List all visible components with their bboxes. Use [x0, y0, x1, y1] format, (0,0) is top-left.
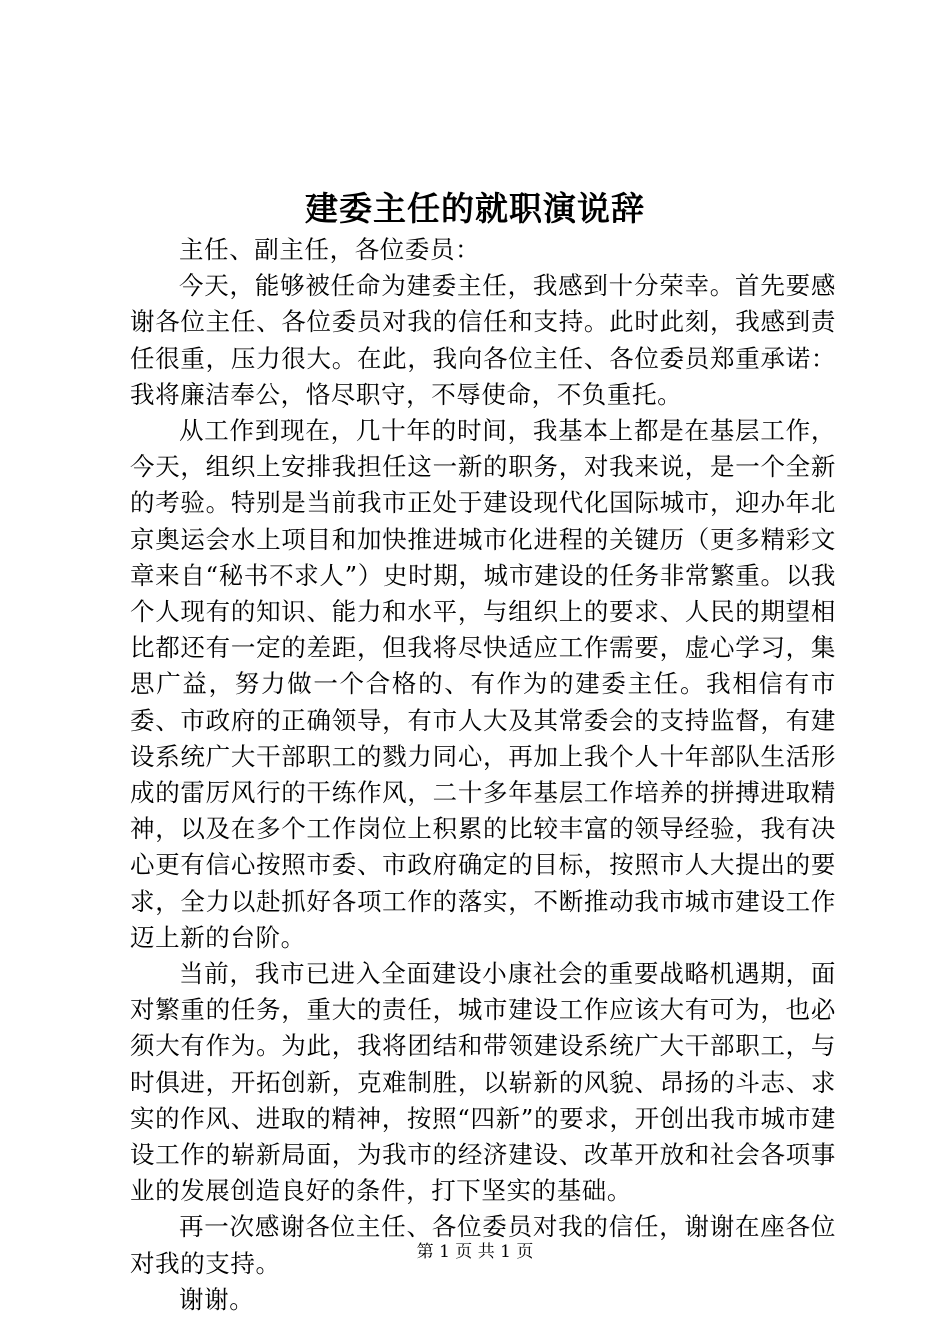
body-paragraph-4: 再一次感谢各位主任、各位委员对我的信任，谢谢在座各位对我的支持。 — [130, 1212, 836, 1278]
document-body — [130, 232, 836, 1318]
salutation-paragraph: 主任、副主任，各位委员： — [179, 235, 481, 264]
closing-paragraph: 谢谢。 — [179, 1284, 255, 1314]
body-paragraph-2: 从工作到现在，几十年的时间，我基本上都是在基层工作，今天，组织上安排我担任这一新的职务，对我来说，是一个全新的考验。特别是当前我市正处于建设现代化国际城市，迎办年北京奥运会水上项目和加快推进城市化进程的关键历（更多精彩文章来自“秘书不求人”）史时期，城市建设的任务非常繁重。以我个人现有的知识、能力和水平，与组织上的要求、人民的期望相比都还有一定的差距，但我将尽快适应工作需要，虚心学习，集思广益，努力做一个合格的、有作为的建委主任。我相信有市委、市政府的正确领导，有市人大及其常委会的支持监督，有建设系统广大干部职工的戮力同心，再加上我个人十年部队生活形成的雷厉风行的干练作风，二十多年基层工作培养的拼搏进取精神，以及在多个工作岗位上积累的比较丰富的领导经验，我有决心更有信心按照市委、市政府确定的目标，按照市人大提出的要求，全力以赴抓好各项工作的落实，不断推动我市城市建设工作迈上新的台阶。 — [130, 416, 836, 952]
body-paragraph-3: 当前，我市已进入全面建设小康社会的重要战略机遇期，面对繁重的任务，重大的责任，城市建设工作应该大有可为，也必须大有作为。为此，我将团结和带领建设系统广大干部职工，与时俱进，开拓创新，克难制胜，以崭新的风貌、昂扬的斗志、求实的作风、进取的精神，按照“四新”的要求，开创出我市城市建设工作的崭新局面，为我市的经济建设、改革开放和社会各项事业的发展创造良好的条件，打下坚实的基础。 — [130, 959, 836, 1206]
document-title: 建委主任的就职演说辞 — [305, 189, 645, 228]
body-paragraph-1: 今天，能够被任命为建委主任，我感到十分荣幸。首先要感谢各位主任、各位委员对我的信任和支持。此时此刻，我感到责任很重，压力很大。在此，我向各位主任、各位委员郑重承诺：我将廉洁奉公，恪尽职守，不辱使命，不负重托。 — [130, 271, 836, 409]
page-number-footer: 第 1 页 共 1 页 — [416, 1242, 534, 1262]
